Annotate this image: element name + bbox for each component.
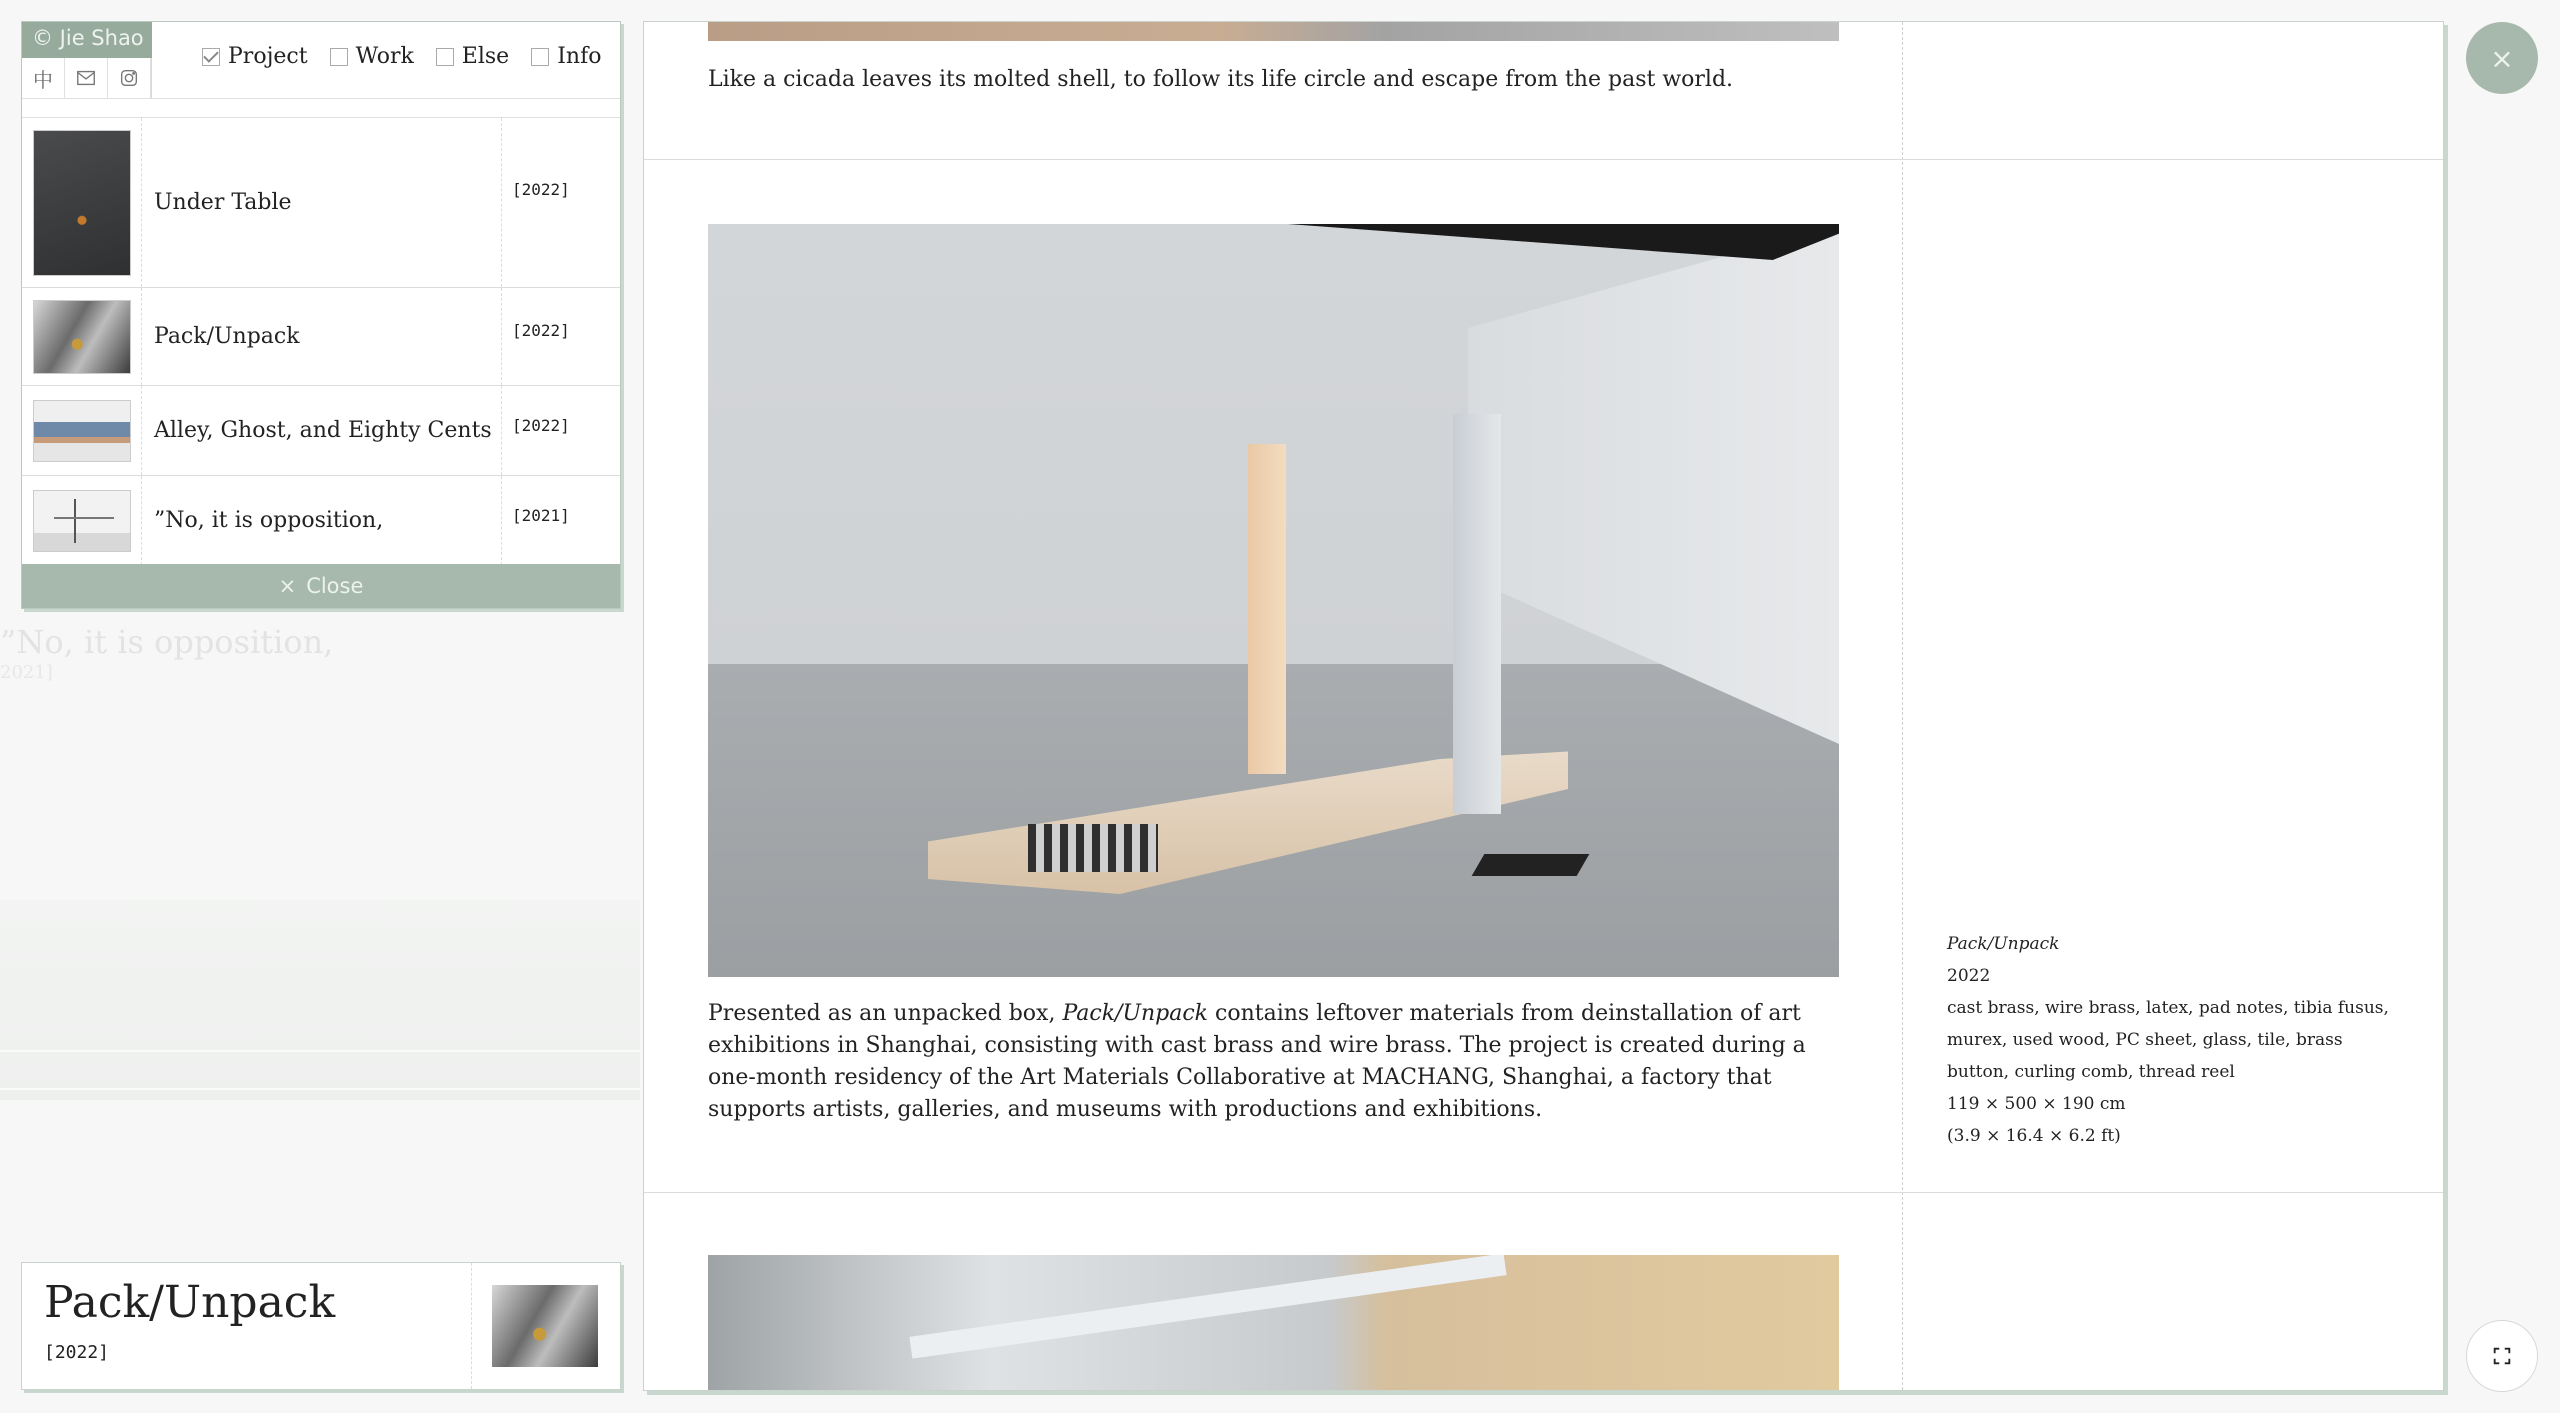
language-icon[interactable]: 中 <box>22 58 65 98</box>
filter-project-label: Project <box>228 44 308 69</box>
article-body-text <box>708 998 1848 1126</box>
caption-title: Pack/Unpack <box>1947 934 2060 954</box>
instagram-icon[interactable] <box>108 58 151 98</box>
brand-copyright[interactable]: © Jie Shao <box>22 22 152 58</box>
close-icon: × <box>278 574 297 598</box>
project-row-alley-ghost[interactable] <box>22 386 620 476</box>
project-list <box>22 118 620 566</box>
caption-materials: cast brass, wire brass, latex, pad notes, tibia fusus, murex, used wood, PC sheet, glass, tile, brass button, curling comb, thread reel <box>1947 998 2389 1082</box>
close-article-button[interactable] <box>2466 22 2538 94</box>
current-project-year: [2022] <box>44 1341 110 1363</box>
background-ghost-year: 2021] <box>0 662 53 683</box>
icon-row <box>22 58 152 98</box>
project-article[interactable] <box>643 21 2444 1391</box>
filter-else[interactable] <box>436 44 509 69</box>
project-title[interactable]: Under Table <box>142 118 502 287</box>
caption-column-divider <box>1902 22 1903 1390</box>
filter-work-checkbox[interactable] <box>330 48 348 66</box>
expand-icon <box>2491 1345 2513 1367</box>
project-title[interactable]: ”No, it is opposition, <box>142 476 502 565</box>
project-year: [2022] <box>512 180 570 199</box>
article-image-bottom[interactable] <box>708 1255 1839 1391</box>
project-thumbnail[interactable] <box>33 400 131 462</box>
installation-photo[interactable] <box>708 224 1839 977</box>
close-index-label: Close <box>306 574 364 598</box>
filter-info[interactable] <box>531 44 601 69</box>
filter-work[interactable] <box>330 44 414 69</box>
current-project-thumbnail[interactable] <box>492 1285 598 1367</box>
project-year: [2021] <box>512 506 570 525</box>
current-project-card[interactable] <box>21 1262 621 1390</box>
close-index-button[interactable] <box>22 564 620 608</box>
body-text-work-title: Pack/Unpack <box>1062 1001 1209 1026</box>
close-icon: × <box>2490 41 2514 75</box>
project-thumbnail[interactable] <box>33 300 131 374</box>
project-row-no-it-is-opposition[interactable] <box>22 476 620 566</box>
project-thumbnail[interactable] <box>33 490 131 552</box>
filter-else-checkbox[interactable] <box>436 48 454 66</box>
article-image-top <box>708 22 1839 41</box>
section-divider <box>644 1192 2443 1193</box>
filter-else-label: Else <box>461 44 510 69</box>
body-text-before: Presented as an unpacked box, <box>708 1001 1063 1026</box>
category-filters <box>202 44 601 69</box>
section-divider <box>644 159 2443 160</box>
caption-dimensions-cm: 119 × 500 × 190 cm <box>1947 1094 2126 1114</box>
filter-info-label: Info <box>557 44 602 69</box>
project-thumbnail[interactable] <box>33 130 131 276</box>
filter-project-checkbox[interactable] <box>202 48 220 66</box>
caption-year: 2022 <box>1947 966 1991 986</box>
project-year: [2022] <box>512 416 570 435</box>
background-ghost-stripe <box>0 1050 640 1090</box>
project-title[interactable]: Pack/Unpack <box>142 288 502 385</box>
body-text-after: contains leftover materials from deinstallation of art exhibitions in Shanghai, consisting with cast brass and wire brass. The project is created during a one-month residency of the Art Materials Collaborative at MACHANG, Shanghai, a factory that supports artists, galleries, and museums with productions and exhibitions. <box>708 1001 1806 1122</box>
work-caption <box>1947 928 2407 1152</box>
caption-dimensions-ft: (3.9 × 16.4 × 6.2 ft) <box>1947 1126 2121 1146</box>
project-row-under-table[interactable] <box>22 118 620 288</box>
current-project-title: Pack/Unpack <box>44 1277 336 1328</box>
project-index-panel <box>21 21 621 609</box>
project-title[interactable]: Alley, Ghost, and Eighty Cents <box>142 386 502 475</box>
index-separator <box>22 98 620 118</box>
project-row-pack-unpack[interactable] <box>22 288 620 386</box>
mail-icon[interactable] <box>65 58 108 98</box>
background-ghost-title: ”No, it is opposition, <box>0 623 334 661</box>
filter-project[interactable] <box>202 44 308 69</box>
project-year: [2022] <box>512 321 570 340</box>
filter-work-label: Work <box>355 44 414 69</box>
article-intro-text: Like a cicada leaves its molted shell, to follow its life circle and escape from the past world. <box>708 67 1734 92</box>
filter-info-checkbox[interactable] <box>531 48 549 66</box>
fullscreen-button[interactable] <box>2466 1320 2538 1392</box>
